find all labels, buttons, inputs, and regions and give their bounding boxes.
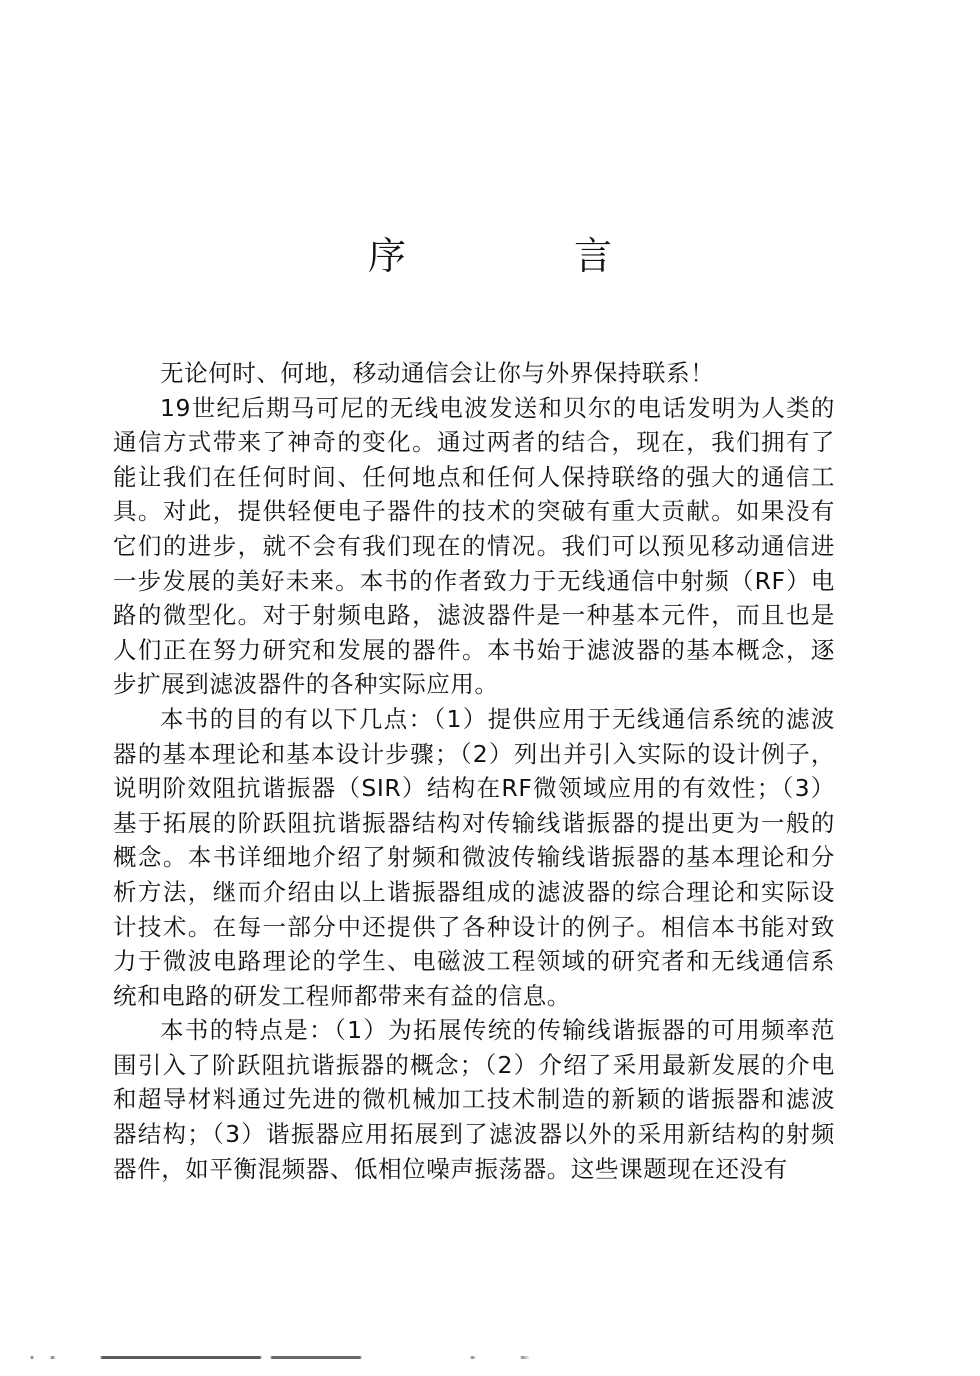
paragraph-3: 本书的目的有以下几点：（1）提供应用于无线通信系统的滤波器的基本理论和基本设计步骤；（2）列出并引入实际的设计例子，说明阶效阻抗谐振器（SIR）结构在RF微领域应用的有效性；（3）基于拓展的阶跃阻抗谐振器结构对传输线谐振器的提出更为一般的概念。本书详细地介绍了射频和微波传输线谐振器的基本理论和分析方法，继而介绍由以上谐振器组成的滤波器的综合理论和实际设计技术。在每一部分中还提供了各种设计的例子。相信本书能对致力于微波电路理论的学生、电磁波工程领域的研究者和无线通信系统和电路的研发工程师都带来有益的信息。 — [113, 704, 835, 1010]
paragraph-2: 19世纪后期马可尼的无线电波发送和贝尔的电话发明为人类的通信方式带来了神奇的变化。通过两者的结合，现在，我们拥有了能让我们在任何时间、任何地点和任何人保持联络的强大的通信工具。对此，提供轻便电子器件的技术的突破有重大贡献。如果没有它们的进步，就不会有我们现在的情况。我们可以预见移动通信进一步发展的美好未来。本书的作者致力于无线通信中射频（RF）电路的微型化。对于射频电路，滤波器件是一种基本元件，而且也是人们正在努力研究和发展的器件。本书始于滤波器的基本概念，逐步扩展到滤波器件的各种实际应用。 — [113, 393, 835, 699]
paragraph-1: 无论何时、何地，移动通信会让你与外界保持联系！ — [160, 359, 715, 387]
scan-footer-artifact — [30, 1356, 810, 1359]
paragraph-4: 本书的特点是：（1）为拓展传统的传输线谐振器的可用频率范围引入了阶跃阻抗谐振器的概念；（2）介绍了采用最新发展的介电和超导材料通过先进的微机械加工技术制造的新颖的谐振器和滤波器结构；（3）谐振器应用拓展到了滤波器以外的采用新结构的射频器件，如平衡混频器、低相位噪声振荡器。这些课题现在还没有 — [113, 1016, 835, 1183]
page-title: 序 言 — [367, 234, 691, 278]
preface-body — [113, 356, 835, 1186]
